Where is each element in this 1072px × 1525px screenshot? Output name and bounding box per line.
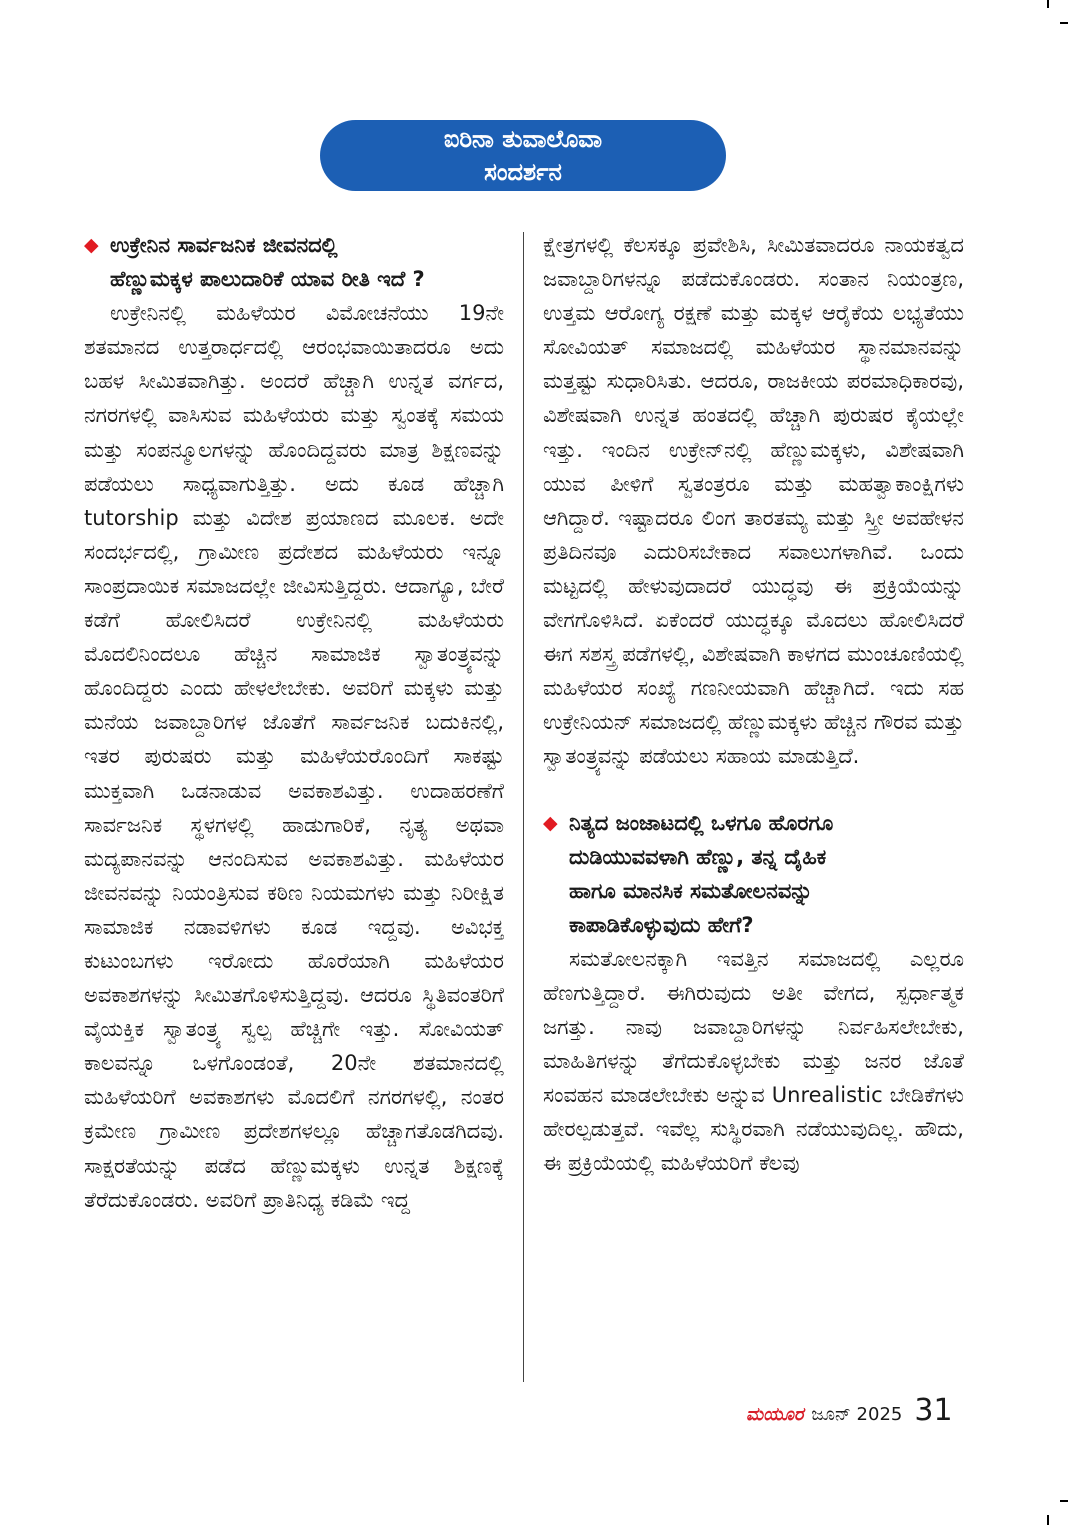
column-divider	[523, 232, 524, 1382]
question-line: ಹೆಣ್ಣುಮಕ್ಕಳ ಪಾಲುದಾರಿಕೆ ಯಾವ ರೀತಿ ಇದೆ ?	[110, 267, 425, 292]
section-banner	[320, 120, 726, 191]
left-column	[84, 228, 504, 1217]
crop-mark	[1047, 0, 1049, 8]
answer-2: ಸಮತೋಲನಕ್ಕಾಗಿ ಇವತ್ತಿನ ಸಮಾಜದಲ್ಲಿ ಎಲ್ಲರೂ ಹೆಣಗುತ್ತಿದ್ದಾರೆ. ಈಗಿರುವುದು ಅತೀ ವೇಗದ, ಸ್ಪರ್ಧಾತ್ಮಕ ಜಗತ್ತು. ನಾವು ಜವಾಬ್ದಾರಿಗಳನ್ನು ನಿರ್ವಹಿಸಲೇಬೇಕು, ಮಾಹಿತಿಗಳನ್ನು ತೆಗೆದುಕೊಳ್ಳಬೇಕು ಮತ್ತು ಜನರ ಜೊತೆ ಸಂವಹನ ಮಾಡಲೇಬೇಕು ಅನ್ನುವ Unrealistic ಬೇಡಿಕೆಗಳು ಹೇರಲ್ಪಡುತ್ತವೆ. ಇವೆಲ್ಲ ಸುಸ್ಥಿರವಾಗಿ ನಡೆಯುವುದಿಲ್ಲ. ಹೌದು, ಈ ಪ್ರಕ್ರಿಯೆಯಲ್ಲಿ ಮಹಿಳೆಯರಿಗೆ ಕೆಲವು	[543, 946, 964, 1176]
question-line: ದುಡಿಯುವವಳಾಗಿ ಹೆಣ್ಣು, ತನ್ನ ದೈಹಿಕ	[569, 844, 827, 869]
interviewee-name: ಐರಿನಾ ತುವಾಲೊವಾ	[443, 125, 603, 153]
crop-mark	[1047, 1515, 1049, 1525]
question-line: ◆ ನಿತ್ಯದ ಜಂಜಾಟದಲ್ಲಿ ಒಳಗೂ ಹೊರಗೂ	[569, 810, 834, 835]
issue-date: ಜೂನ್ 2025	[811, 1404, 903, 1425]
page-number: 31	[914, 1393, 953, 1428]
crop-mark	[1060, 1500, 1068, 1502]
page-footer	[746, 1393, 953, 1428]
answer-1: ಉಕ್ರೇನಿನಲ್ಲಿ ಮಹಿಳೆಯರ ವಿಮೋಚನೆಯು 19ನೇ ಶತಮಾನದ ಉತ್ತರಾರ್ಧದಲ್ಲಿ ಆರಂಭವಾಯಿತಾದರೂ ಅದು ಬಹಳ ಸೀಮಿತವಾಗಿತ್ತು. ಅಂದರೆ ಹೆಚ್ಚಾಗಿ ಉನ್ನತ ವರ್ಗದ, ನಗರಗಳಲ್ಲಿ ವಾಸಿಸುವ ಮಹಿಳೆಯರು ಮತ್ತು ಸ್ವಂತಕ್ಕೆ ಸಮಯ ಮತ್ತು ಸಂಪನ್ಮೂಲಗಳನ್ನು ಹೊಂದಿದ್ದವರು ಮಾತ್ರ ಶಿಕ್ಷಣವನ್ನು ಪಡೆಯಲು ಸಾಧ್ಯವಾಗುತ್ತಿತ್ತು. ಅದು ಕೂಡ ಹೆಚ್ಚಾಗಿ tutorship ಮತ್ತು ವಿದೇಶ ಪ್ರಯಾಣದ ಮೂಲಕ. ಅದೇ ಸಂದರ್ಭದಲ್ಲಿ, ಗ್ರಾಮೀಣ ಪ್ರದೇಶದ ಮಹಿಳೆಯರು ಇನ್ನೂ ಸಾಂಪ್ರದಾಯಿಕ ಸಮಾಜದಲ್ಲೇ ಜೀವಿಸುತ್ತಿದ್ದರು. ಆದಾಗ್ಯೂ, ಬೇರೆ ಕಡೆಗೆ ಹೋಲಿಸಿದರೆ ಉಕ್ರೇನಿನಲ್ಲಿ ಮಹಿಳೆಯರು ಮೊದಲಿನಿಂದಲೂ ಹೆಚ್ಚಿನ ಸಾಮಾಜಿಕ ಸ್ವಾತಂತ್ರ್ಯವನ್ನು ಹೊಂದಿದ್ದರು ಎಂದು ಹೇಳಲೇಬೇಕು. ಅವರಿಗೆ ಮಕ್ಕಳು ಮತ್ತು ಮನೆಯ ಜವಾಬ್ದಾರಿಗಳ ಜೊತೆಗೆ ಸಾರ್ವಜನಿಕ ಬದುಕಿನಲ್ಲಿ, ಇತರ ಪುರುಷರು ಮತ್ತು ಮಹಿಳೆಯರೊಂದಿಗೆ ಸಾಕಷ್ಟು ಮುಕ್ತವಾಗಿ ಒಡನಾಡುವ ಅವಕಾಶವಿತ್ತು. ಉದಾಹರಣೆಗೆ ಸಾರ್ವಜನಿಕ ಸ್ಥಳಗಳಲ್ಲಿ ಹಾಡುಗಾರಿಕೆ, ನೃತ್ಯ ಅಥವಾ ಮದ್ಯಪಾನವನ್ನು ಆನಂದಿಸುವ ಅವಕಾಶವಿತ್ತು. ಮಹಿಳೆಯರ ಜೀವನವನ್ನು ನಿಯಂತ್ರಿಸುವ ಕಠಿಣ ನಿಯಮಗಳು ಮತ್ತು ನಿರೀಕ್ಷಿತ ಸಾಮಾಜಿಕ ನಡಾವಳಿಗಳು ಕೂಡ ಇದ್ದವು. ಅವಿಭಕ್ತ ಕುಟುಂಬಗಳು ಇರೋದು ಹೊರೆಯಾಗಿ ಮಹಿಳೆಯರ ಅವಕಾಶಗಳನ್ನು ಸೀಮಿತಗೊಳಿಸುತ್ತಿದ್ದವು. ಆದರೂ ಸ್ಥಿತಿವಂತರಿಗೆ ವೈಯಕ್ತಿಕ ಸ್ವಾತಂತ್ರ್ಯ ಸ್ವಲ್ಪ ಹೆಚ್ಚಿಗೇ ಇತ್ತು. ಸೋವಿಯತ್ ಕಾಲವನ್ನೂ ಒಳಗೊಂಡಂತೆ, 20ನೇ ಶತಮಾನದಲ್ಲಿ ಮಹಿಳೆಯರಿಗೆ ಅವಕಾಶಗಳು ಮೊದಲಿಗೆ ನಗರಗಳಲ್ಲಿ, ನಂತರ ಕ್ರಮೇಣ ಗ್ರಾಮೀಣ ಪ್ರದೇಶಗಳಲ್ಲೂ ಹೆಚ್ಚಾಗತೊಡಗಿದವು. ಸಾಕ್ಷರತೆಯನ್ನು ಪಡೆದ ಹೆಣ್ಣುಮಕ್ಕಳು ಉನ್ನತ ಶಿಕ್ಷಣಕ್ಕೆ ತೆರೆದುಕೊಂಡರು. ಅವರಿಗೆ ಪ್ರಾತಿನಿಧ್ಯ ಕಡಿಮೆ ಇದ್ದ	[84, 301, 504, 1212]
question-line: ◆ ಉಕ್ರೇನಿನ ಸಾರ್ವಜನಿಕ ಜೀವನದಲ್ಲಿ	[110, 233, 338, 257]
crop-mark	[1060, 22, 1068, 24]
question-1	[84, 228, 504, 296]
question-line: ಕಾಪಾಡಿಕೊಳ್ಳುವುದು ಹೇಗೆ?	[569, 912, 754, 937]
answer-1-continuation: ಕ್ಷೇತ್ರಗಳಲ್ಲಿ ಕೆಲಸಕ್ಕೂ ಪ್ರವೇಶಿಸಿ, ಸೀಮಿತವಾದರೂ ನಾಯಕತ್ವದ ಜವಾಬ್ದಾರಿಗಳನ್ನೂ ಪಡೆದುಕೊಂಡರು. ಸಂತಾನ ನಿಯಂತ್ರಣ, ಉತ್ತಮ ಆರೋಗ್ಯ ರಕ್ಷಣೆ ಮತ್ತು ಮಕ್ಕಳ ಆರೈಕೆಯ ಲಭ್ಯತೆಯು ಸೋವಿಯತ್ ಸಮಾಜದಲ್ಲಿ ಮಹಿಳೆಯರ ಸ್ಥಾನಮಾನವನ್ನು ಮತ್ತಷ್ಟು ಸುಧಾರಿಸಿತು. ಆದರೂ, ರಾಜಕೀಯ ಪರಮಾಧಿಕಾರವು, ವಿಶೇಷವಾಗಿ ಉನ್ನತ ಹಂತದಲ್ಲಿ ಹೆಚ್ಚಾಗಿ ಪುರುಷರ ಕೈಯಲ್ಲೇ ಇತ್ತು. ಇಂದಿನ ಉಕ್ರೇನ್‌ನಲ್ಲಿ ಹೆಣ್ಣುಮಕ್ಕಳು, ವಿಶೇಷವಾಗಿ ಯುವ ಪೀಳಿಗೆ ಸ್ವತಂತ್ರರೂ ಮತ್ತು ಮಹತ್ವಾಕಾಂಕ್ಷಿಗಳು ಆಗಿದ್ದಾರೆ. ಇಷ್ಟಾದರೂ ಲಿಂಗ ತಾರತಮ್ಯ ಮತ್ತು ಸ್ತ್ರೀ ಅವಹೇಳನ ಪ್ರತಿದಿನವೂ ಎದುರಿಸಬೇಕಾದ ಸವಾಲುಗಳಾಗಿವೆ. ಒಂದು ಮಟ್ಟದಲ್ಲಿ ಹೇಳುವುದಾದರೆ ಯುದ್ಧವು ಈ ಪ್ರಕ್ರಿಯೆಯನ್ನು ವೇಗಗೊಳಿಸಿದೆ. ಏಕೆಂದರೆ ಯುದ್ಧಕ್ಕೂ ಮೊದಲು ಹೋಲಿಸಿದರೆ ಈಗ ಸಶಸ್ತ್ರ ಪಡೆಗಳಲ್ಲಿ, ವಿಶೇಷವಾಗಿ ಕಾಳಗದ ಮುಂಚೂಣಿಯಲ್ಲಿ ಮಹಿಳೆಯರ ಸಂಖ್ಯೆ ಗಣನೀಯವಾಗಿ ಹೆಚ್ಚಾಗಿದೆ. ಇದು ಸಹ ಉಕ್ರೇನಿಯನ್ ಸಮಾಜದಲ್ಲಿ ಹೆಣ್ಣುಮಕ್ಕಳು ಹೆಚ್ಚಿನ ಗೌರವ ಮತ್ತು ಸ್ವಾತಂತ್ರ್ಯವನ್ನು ಪಡೆಯಲು ಸಹಾಯ ಮಾಡುತ್ತಿದೆ.	[543, 233, 964, 769]
section-label: ಸಂದರ್ಶನ	[484, 158, 562, 186]
right-column	[543, 228, 964, 1181]
question-line: ಹಾಗೂ ಮಾನಸಿಕ ಸಮತೋಲನವನ್ನು	[569, 878, 813, 903]
magazine-logo: ಮಯೂರ	[746, 1404, 804, 1425]
question-2	[543, 806, 964, 942]
